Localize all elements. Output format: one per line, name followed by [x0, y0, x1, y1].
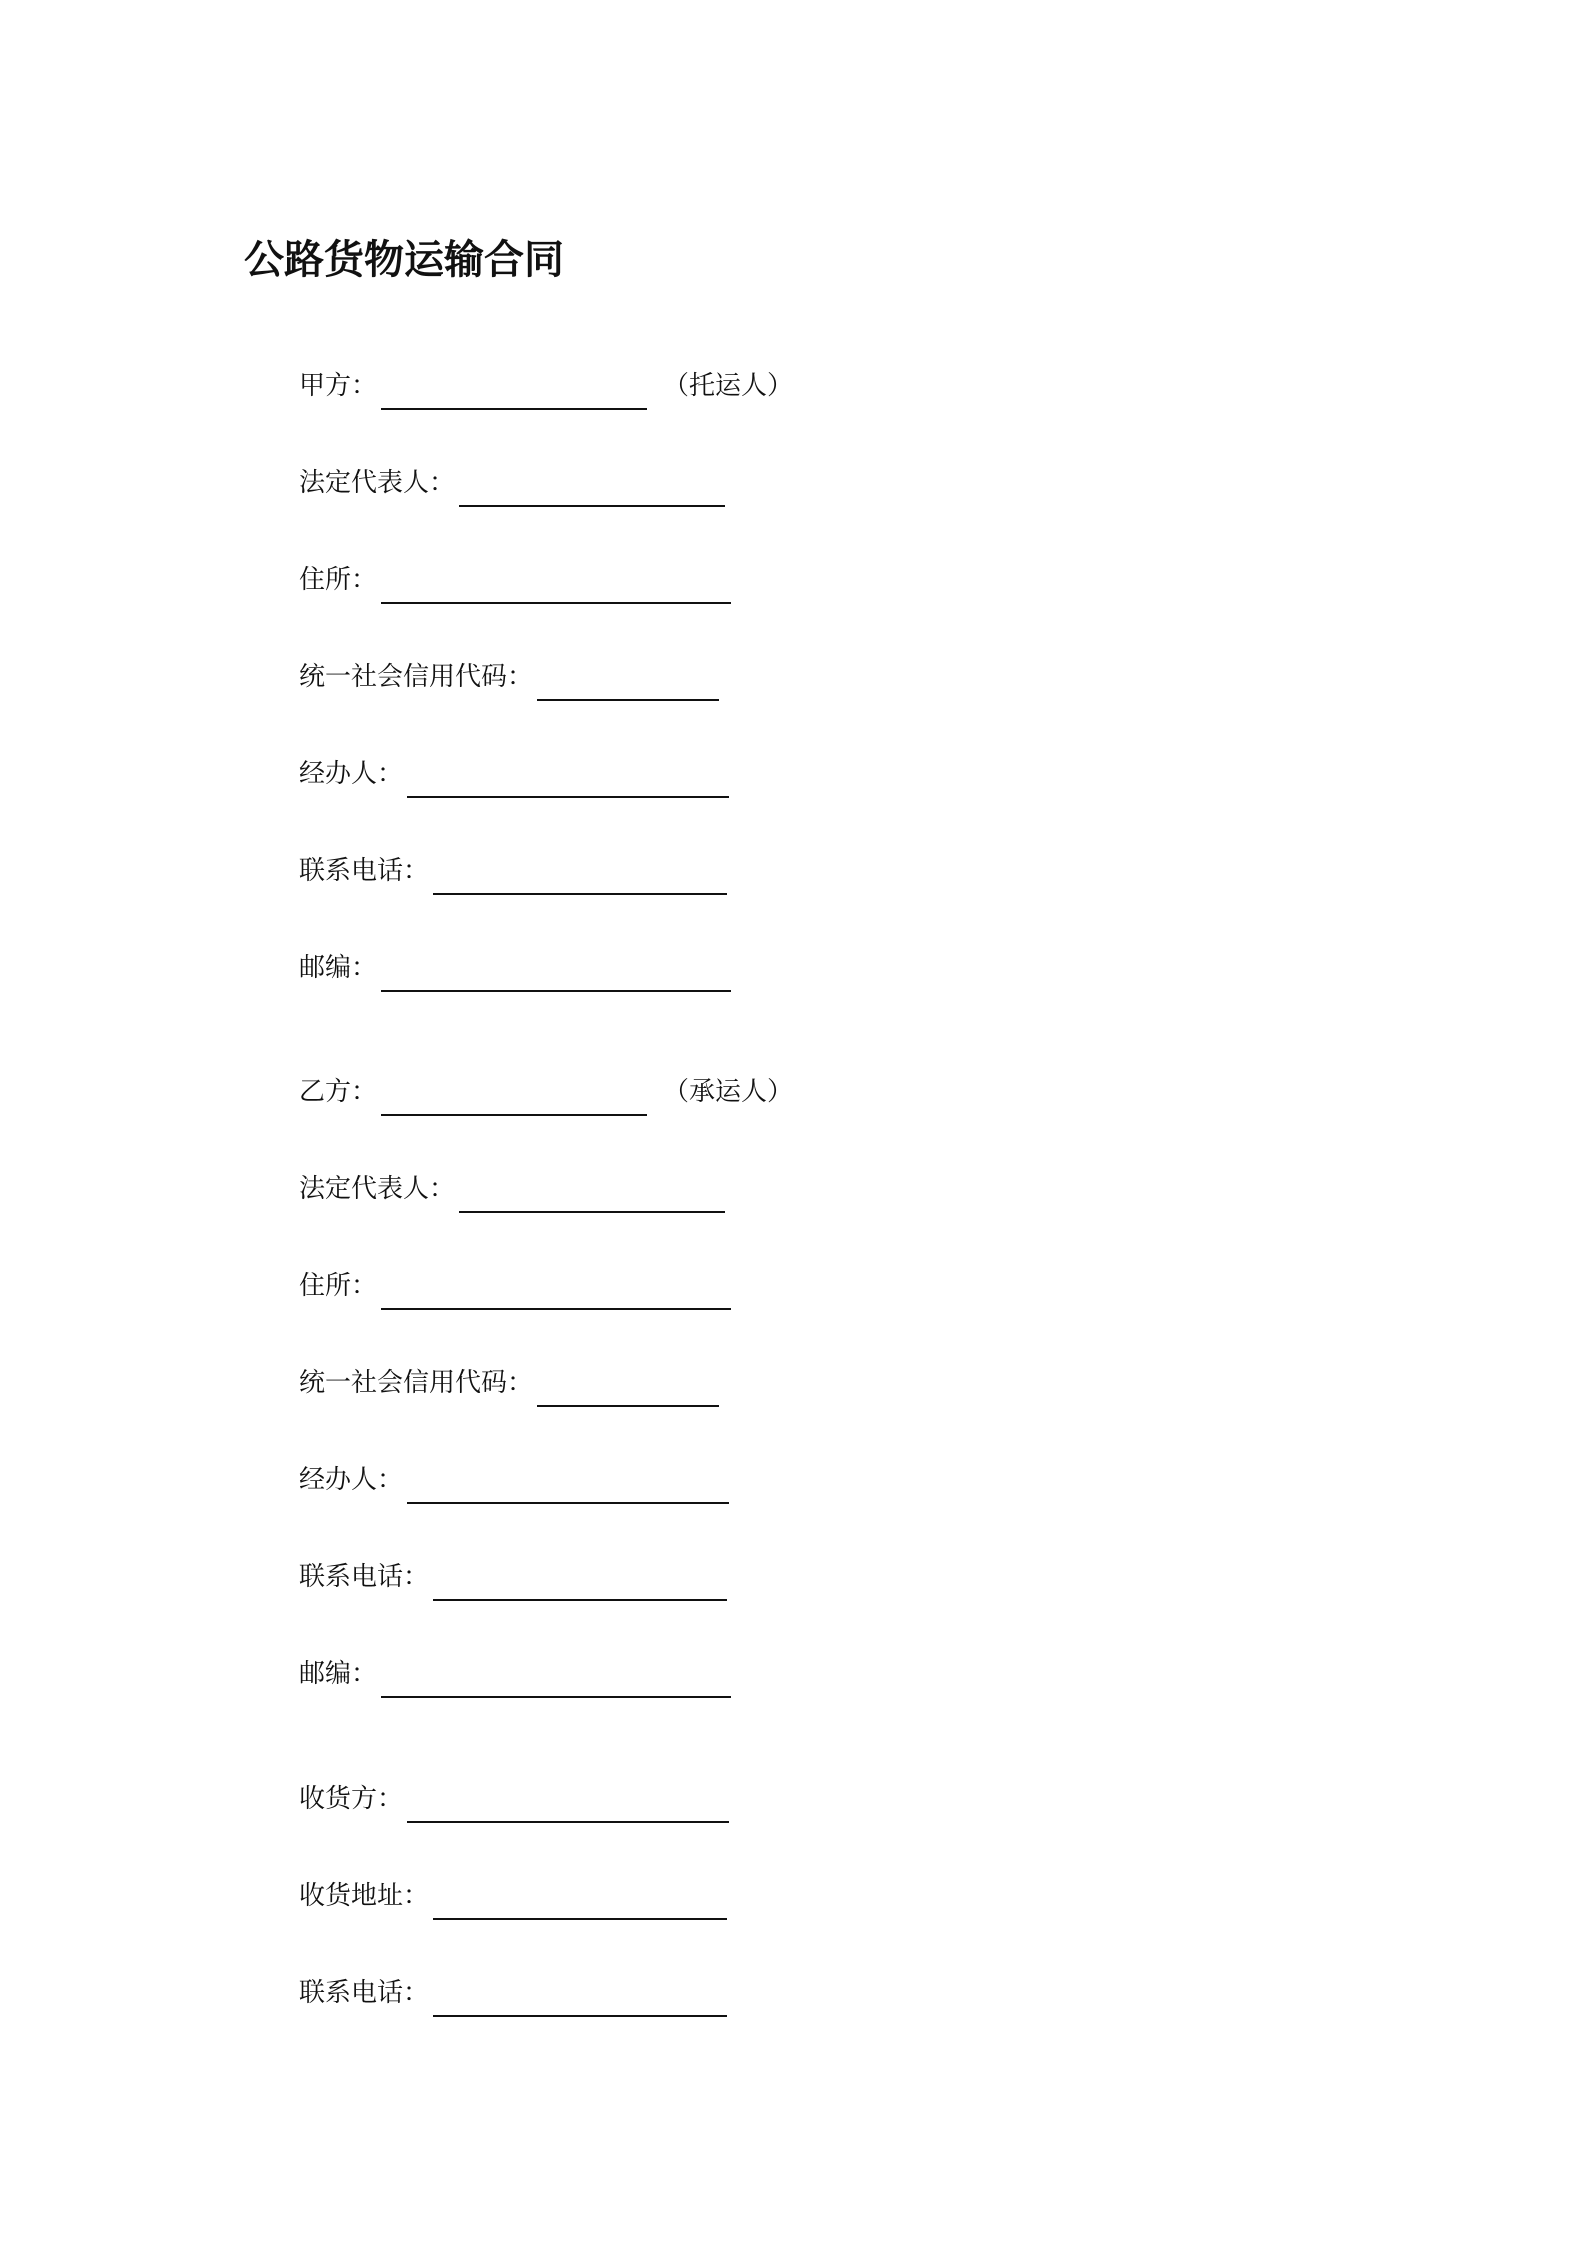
consignee-phone-label: 联系电话： — [299, 1978, 430, 2008]
party-a-address-row — [299, 558, 731, 604]
party-b-address-label: 住所： — [299, 1271, 378, 1301]
party-a-name-label: 甲方： — [299, 371, 378, 401]
consignee-address-blank[interactable] — [433, 1882, 727, 1920]
party-a-phone-blank[interactable] — [433, 857, 727, 895]
party-b-address-blank[interactable] — [381, 1272, 731, 1310]
party-b-postcode-blank[interactable] — [381, 1660, 731, 1698]
consignee-address-label: 收货地址： — [299, 1881, 430, 1911]
party-b-phone-row — [299, 1555, 727, 1601]
party-a-name-blank[interactable] — [381, 372, 647, 410]
party-b-postcode-label: 邮编： — [299, 1659, 378, 1689]
party-a-postcode-label: 邮编： — [299, 953, 378, 983]
consignee-name-row — [299, 1777, 729, 1823]
consignee-name-label: 收货方： — [299, 1784, 404, 1814]
party-a-credit-code-blank[interactable] — [537, 663, 719, 701]
party-b-credit-code-label: 统一社会信用代码： — [299, 1368, 534, 1398]
party-a-handler-blank[interactable] — [407, 760, 729, 798]
party-a-credit-code-label: 统一社会信用代码： — [299, 662, 534, 692]
party-b-credit-code-blank[interactable] — [537, 1369, 719, 1407]
party-b-phone-label: 联系电话： — [299, 1562, 430, 1592]
party-a-address-blank[interactable] — [381, 566, 731, 604]
document-title: 公路货物运输合同 — [244, 237, 564, 283]
party-b-legal-rep-row — [299, 1167, 725, 1213]
party-b-name-blank[interactable] — [381, 1078, 647, 1116]
party-b-name-label: 乙方： — [299, 1077, 378, 1107]
consignee-address-row — [299, 1874, 727, 1920]
party-a-postcode-row — [299, 946, 731, 992]
party-b-name-row — [299, 1070, 793, 1116]
party-b-handler-label: 经办人： — [299, 1465, 404, 1495]
party-b-address-row — [299, 1264, 731, 1310]
party-a-phone-label: 联系电话： — [299, 856, 430, 886]
party-a-credit-code-row — [299, 655, 719, 701]
party-a-handler-label: 经办人： — [299, 759, 404, 789]
party-a-legal-rep-label: 法定代表人： — [299, 468, 456, 498]
consignee-phone-blank[interactable] — [433, 1979, 727, 2017]
consignee-name-blank[interactable] — [407, 1785, 729, 1823]
party-a-legal-rep-row — [299, 461, 725, 507]
party-b-handler-blank[interactable] — [407, 1466, 729, 1504]
party-b-phone-blank[interactable] — [433, 1563, 727, 1601]
party-b-handler-row — [299, 1458, 729, 1504]
party-b-legal-rep-blank[interactable] — [459, 1175, 725, 1213]
party-b-legal-rep-label: 法定代表人： — [299, 1174, 456, 1204]
party-a-postcode-blank[interactable] — [381, 954, 731, 992]
party-a-address-label: 住所： — [299, 565, 378, 595]
party-a-name-row — [299, 364, 793, 410]
party-b-credit-code-row — [299, 1361, 719, 1407]
party-a-legal-rep-blank[interactable] — [459, 469, 725, 507]
party-a-handler-row — [299, 752, 729, 798]
consignee-phone-row — [299, 1971, 727, 2017]
party-a-role-note: （托运人） — [663, 371, 794, 401]
party-a-phone-row — [299, 849, 727, 895]
party-b-postcode-row — [299, 1652, 731, 1698]
party-b-role-note: （承运人） — [663, 1077, 794, 1107]
